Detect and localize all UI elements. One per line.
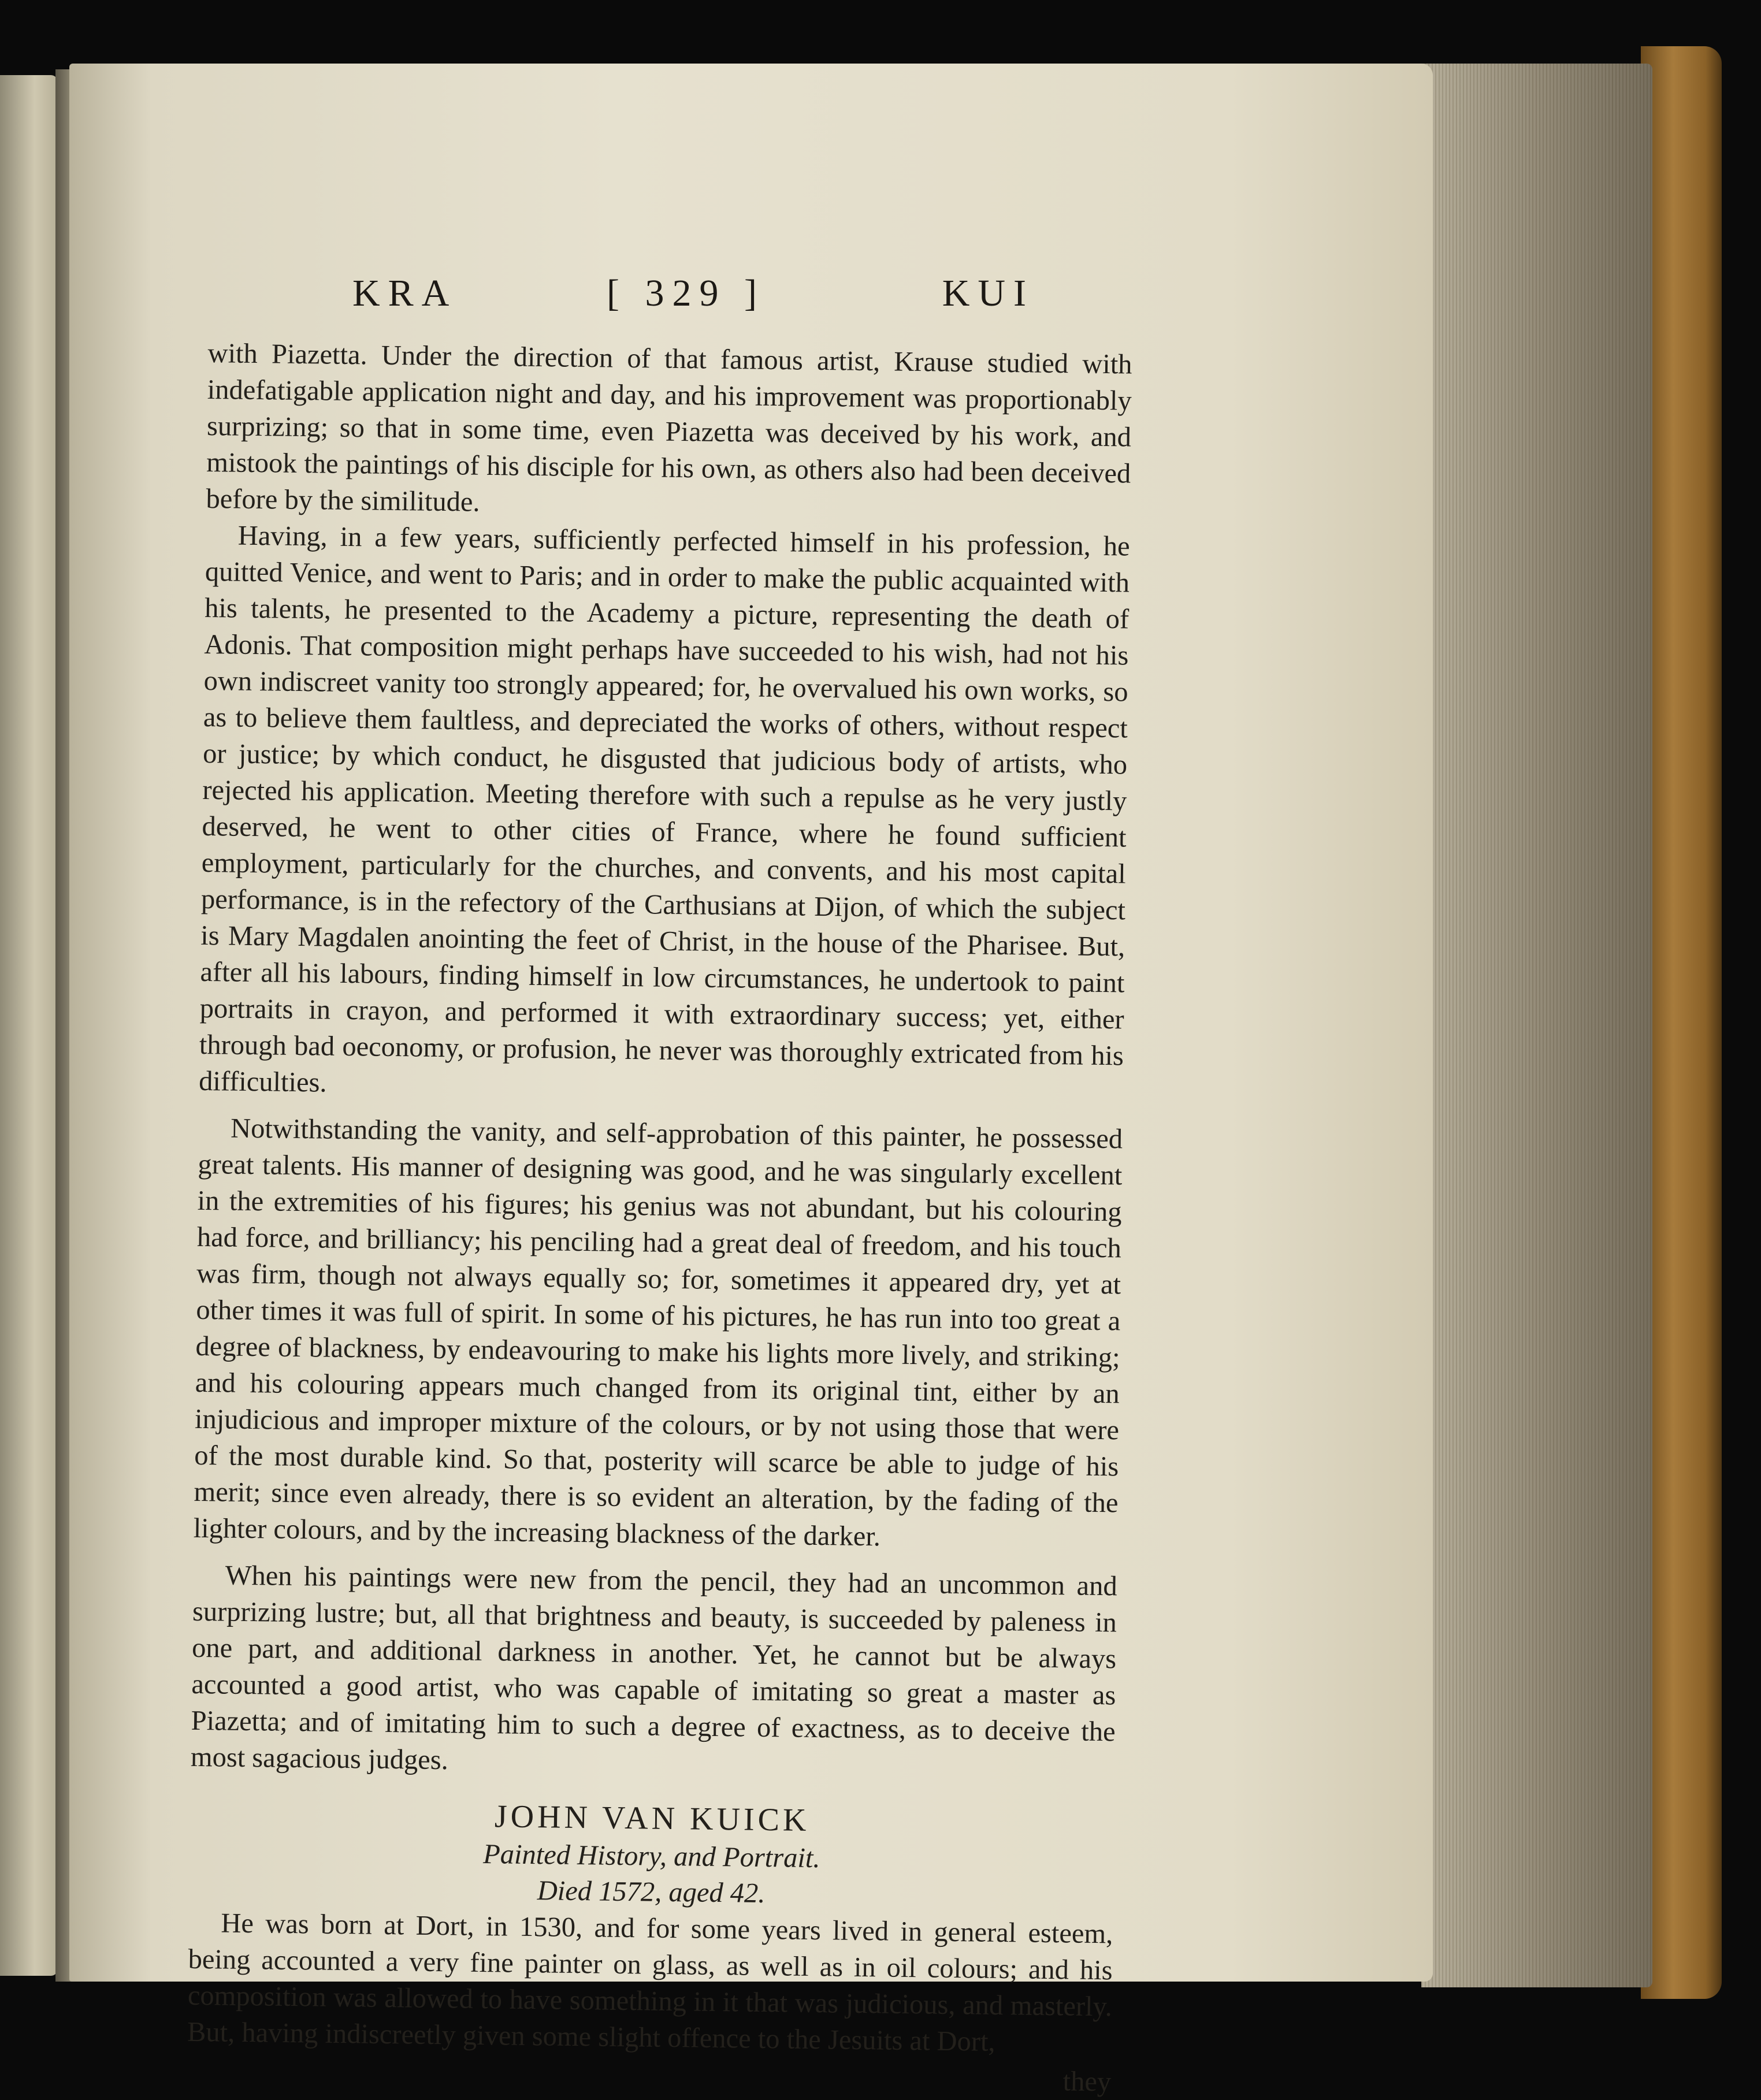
page-body bbox=[187, 335, 1132, 2100]
running-head bbox=[352, 272, 1034, 335]
page-fore-edge bbox=[1421, 64, 1652, 1987]
paragraph: Having, in a few years, sufficiently perfected himself in his profession, he quitted Venice, and went to Paris; and in order to make the public acquainted with his talents, he presented to the Academy a picture, representing the death of Adonis. That composition might perhaps have succeeded to his wish, had not his own indiscreet vanity too strongly appeared; for, he overvalued his own works, so as to believe them faultless, and depreciated the works of others, without respect or justice; by which conduct, he disgusted that judicious body of artists, who rejected his application. Meeting therefore with such a repulse as he very justly deserved, he went to other cities of France, where he found sufficient employment, particularly for the churches, and convents, and his most capital performance, is in the refectory of the Carthusians at Dijon, of which the subject is Mary Magdalen anointing the feet of Christ, in the house of the Pharisee. But, after all his labours, finding himself in low circumstances, he undertook to paint portraits in crayon, and performed it with extraordinary success; yet, either through bad oeconomy, or profusion, he never was thoroughly extricated from his difficulties. bbox=[198, 520, 1130, 1098]
entry-died: Died 1572, aged 42. bbox=[537, 1875, 766, 1909]
facing-page-edge bbox=[0, 75, 58, 1976]
page-number: [ 329 ] bbox=[607, 272, 765, 314]
entry-subtitle: Painted History, and Portrait. bbox=[482, 1839, 820, 1874]
paragraph: He was born at Dort, in 1530, and for some years lived in general esteem, being accounted a very fine painter on glass, as well as in oil colours; and his composition was allowed to have something in it that was judicious, and masterly. But, having indiscreetly given some slight offence to the Jesuits at Dort, bbox=[187, 1908, 1113, 2057]
book-cover-edge bbox=[1641, 46, 1722, 1999]
paragraph: When his paintings were new from the pencil, they had an uncommon and surprizing lustre; but, all that brightness and beauty, is succeeded by paleness in one part, and additional darkness in another. Yet, he cannot but be always accounted a good artist, who was capable of imitating so great a master as Piazetta; and of imitating him to such a degree of exactness, as to deceive the most sagacious judges. bbox=[190, 1560, 1117, 1776]
paragraph: Notwithstanding the vanity, and self-approbation of this painter, he possessed great talents. His manner of designing was good, and he was singularly excellent in the extremities of his figures; his genius was not abundant, but his colouring had force, and brilliancy; his penciling had a great deal of freedom, and his touch was firm, though not always equally so; for, sometimes it appeared dry, yet at other times it was full of spirit. In some of his pictures, he has run into too great a degree of blackness, by endeavouring to make his lights more lively, and striking; and his colouring appears much changed from its original tint, either by an injudicious and improper mixture of the colours, or by not using those that were of the most durable kind. So that, posterity will scarce be able to judge of his merit; since even already, there is so evident an alteration, by the fading of the lighter colours, and by the increasing blackness of the darker. bbox=[193, 1113, 1123, 1552]
running-head-left: KRA bbox=[352, 272, 458, 314]
entry-heading: JOHN VAN KUICK bbox=[494, 1798, 810, 1838]
paragraph: with Piazetta. Under the direction of that famous artist, Krause studied with indefatigable application night and day, and his improvement was proportionably surprizing; so that in some time, even Piazetta was deceived by his work, and mistook the paintings of his disciple for his own, as others also had been deceived before by the similitude. bbox=[206, 337, 1132, 518]
running-head-right: KUI bbox=[942, 272, 1034, 314]
catchword: they bbox=[1062, 2066, 1112, 2098]
